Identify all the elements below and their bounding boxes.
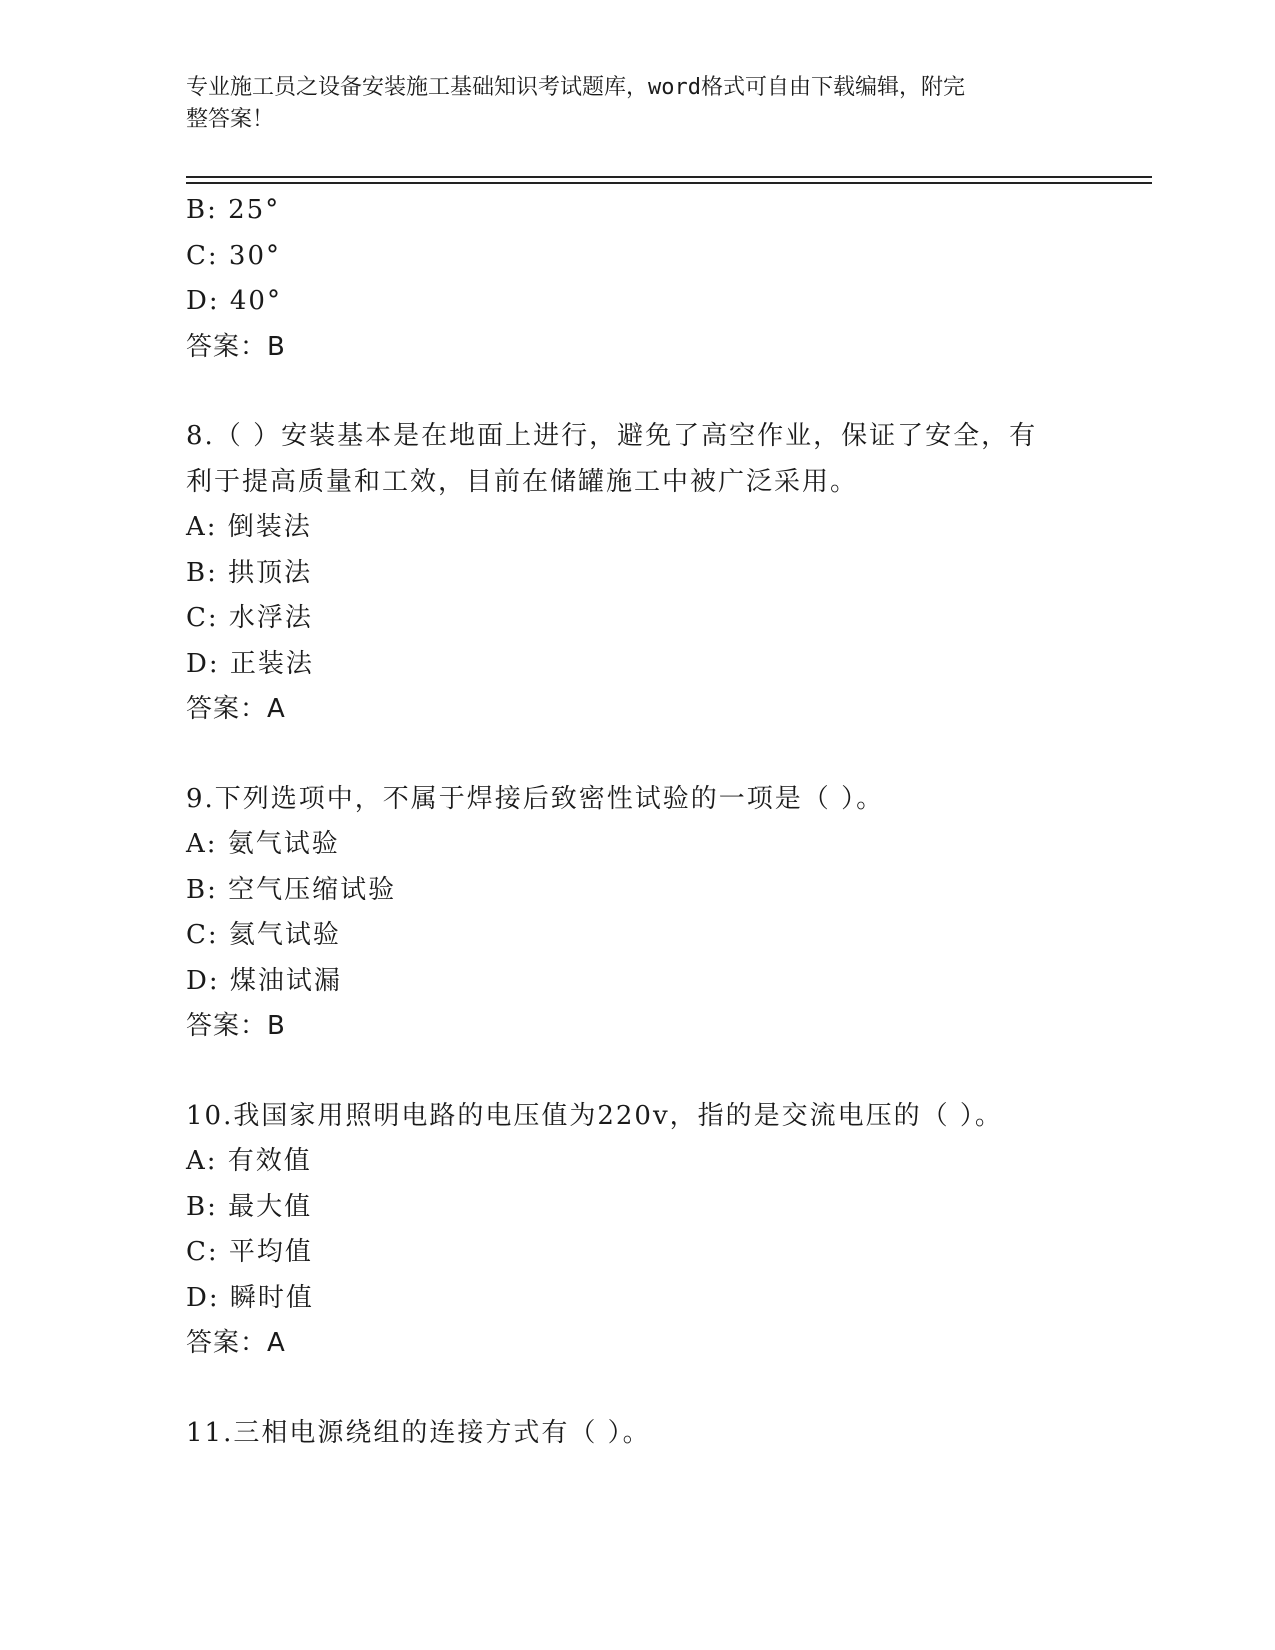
option-c: C: 水浮法 [186,603,313,633]
question-stem: 11.三相电源绕组的连接方式有（ ）。 [186,1417,651,1448]
option-c: C: 30° [186,240,282,271]
option-a: A: 有效值 [186,1146,312,1176]
option-c: C: 氦气试验 [186,920,341,950]
option-d: D: 煤油试漏 [186,965,342,996]
header-line-1: 专业施工员之设备安装施工基础知识考试题库，word格式可自由下载编辑，附完 [186,75,965,100]
question-9 [186,777,1106,1050]
partial-question [186,188,1106,370]
option-d: D: 40° [186,286,282,316]
question-stem: 8.（ ）安装基本是在地面上进行，避免了高空作业，保证了安全，有 [186,421,1038,451]
option-b: B: 拱顶法 [186,557,313,588]
option-b: B: 25° [186,195,281,225]
answer-line: 答案：A [186,1328,286,1358]
answer-line: 答案：B [186,331,286,362]
document-header [186,72,1066,136]
option-b: B: 最大值 [186,1191,313,1222]
question-11 [186,1411,1106,1457]
question-8 [186,414,1106,733]
question-stem: 9.下列选项中，不属于焊接后致密性试验的一项是（ ）。 [186,783,885,814]
option-a: A: 倒装法 [186,512,312,542]
question-stem: 10.我国家用照明电路的电压值为220v，指的是交流电压的（ ）。 [186,1100,1003,1131]
option-d: D: 正装法 [186,648,314,679]
option-b: B: 空气压缩试验 [186,874,397,905]
answer-line: 答案：A [186,694,286,724]
header-divider-top [186,176,1152,178]
question-content [186,188,1106,1456]
header-line-2: 整答案！ [186,107,275,132]
answer-line: 答案：B [186,1011,286,1041]
option-d: D: 瞬时值 [186,1282,314,1313]
question-10 [186,1094,1106,1367]
question-stem-continued: 利于提高质量和工效，目前在储罐施工中被广泛采用。 [186,466,859,497]
option-c: C: 平均值 [186,1237,313,1267]
header-divider-bottom [186,182,1152,184]
option-a: A: 氨气试验 [186,829,340,859]
